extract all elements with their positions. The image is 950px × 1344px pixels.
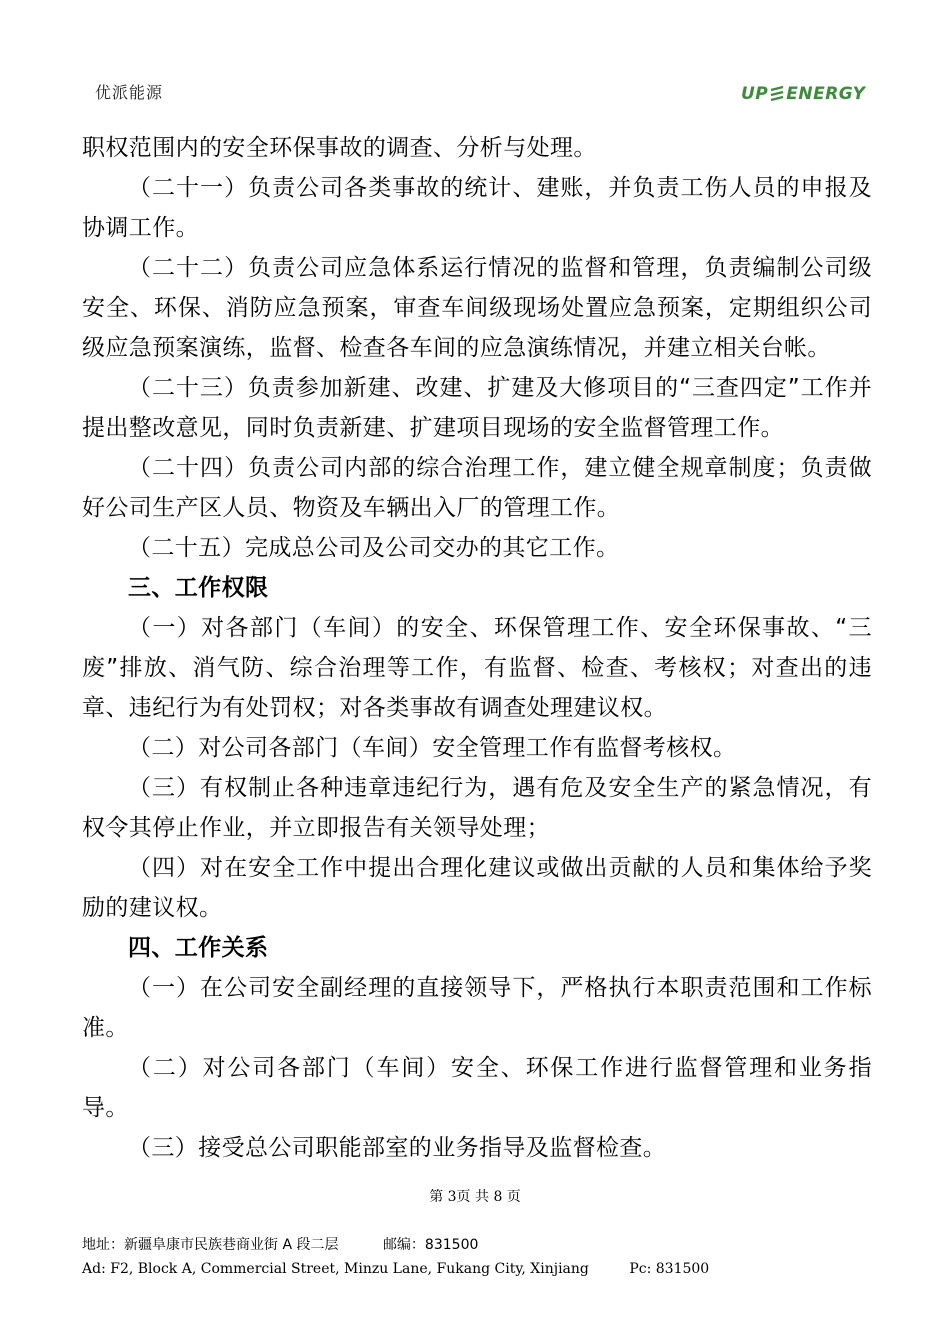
section-heading-relations: 四、工作关系: [128, 935, 269, 961]
duty-item-21: （二十一）负责公司各类事故的统计、建账，并负责工伤人员的申报及协调工作。: [82, 175, 872, 241]
footer-postal-en: Pc: 831500: [629, 1261, 710, 1277]
duty-item-22: （二十二）负责公司应急体系运行情况的监督和管理，负责编制公司级安全、环保、消防应急预案，审查车间级现场处置应急预案，定期组织公司级应急预案演练，监督、检查各车间的应急演练情况，并建立相关台帐。: [82, 255, 872, 361]
authority-item-3: （三）有权制止各种违章违纪行为，遇有危及安全生产的紧急情况，有权令其停止作业，并立即报告有关领导处理；: [82, 775, 872, 841]
duty-item-23: （二十三）负责参加新建、改建、扩建及大修项目的“三查四定”工作并提出整改意见，同时负责新建、扩建项目现场的安全监督管理工作。: [82, 375, 872, 441]
logo-mark-icon: [769, 85, 785, 103]
relation-item-3: （三）接受总公司职能部室的业务指导及监督检查。: [128, 1135, 667, 1161]
footer-address-cn-line: [82, 1234, 478, 1254]
page-number: 第 3页 共 8 页: [429, 1189, 521, 1205]
footer-address-en-line: [82, 1261, 709, 1277]
relation-item-1: （一）在公司安全副经理的直接领导下，严格执行本职责范围和工作标准。: [82, 975, 872, 1041]
document-body: [82, 128, 872, 1168]
duty-item-25: （二十五）完成总公司及公司交办的其它工作。: [128, 535, 620, 561]
footer-postal-cn: 邮编：831500: [382, 1237, 479, 1253]
authority-item-2: （二）对公司各部门（车间）安全管理工作有监督考核权。: [128, 735, 737, 761]
duty-item-24: （二十四）负责公司内部的综合治理工作，建立健全规章制度；负责做好公司生产区人员、物资及车辆出入厂的管理工作。: [82, 455, 872, 521]
footer-address-cn: 地址：新疆阜康市民族巷商业街 A 段二层: [82, 1237, 339, 1253]
footer-address-en: Ad: F2, Block A, Commercial Street, Minzu Lane, Fukang City, Xinjiang: [82, 1261, 589, 1277]
section-heading-authority: 三、工作权限: [128, 575, 269, 601]
authority-item-1: （一）对各部门（车间）的安全、环保管理工作、安全环保事故、“三废”排放、消气防、综合治理等工作，有监督、检查、考核权；对查出的违章、违纪行为有处罚权；对各类事故有调查处理建议权。: [82, 615, 872, 721]
company-logo: [741, 83, 865, 105]
relation-item-2: （二）对公司各部门（车间）安全、环保工作进行监督管理和业务指导。: [82, 1055, 872, 1121]
authority-item-4: （四）对在安全工作中提出合理化建议或做出贡献的人员和集体给予奖励的建议权。: [82, 855, 872, 921]
logo-text-up: UP: [741, 84, 769, 104]
header-company-name: 优派能源: [95, 83, 164, 102]
paragraph-continued: 职权范围内的安全环保事故的调查、分析与处理。: [82, 135, 597, 161]
logo-text-energy: ENERGY: [786, 84, 866, 104]
